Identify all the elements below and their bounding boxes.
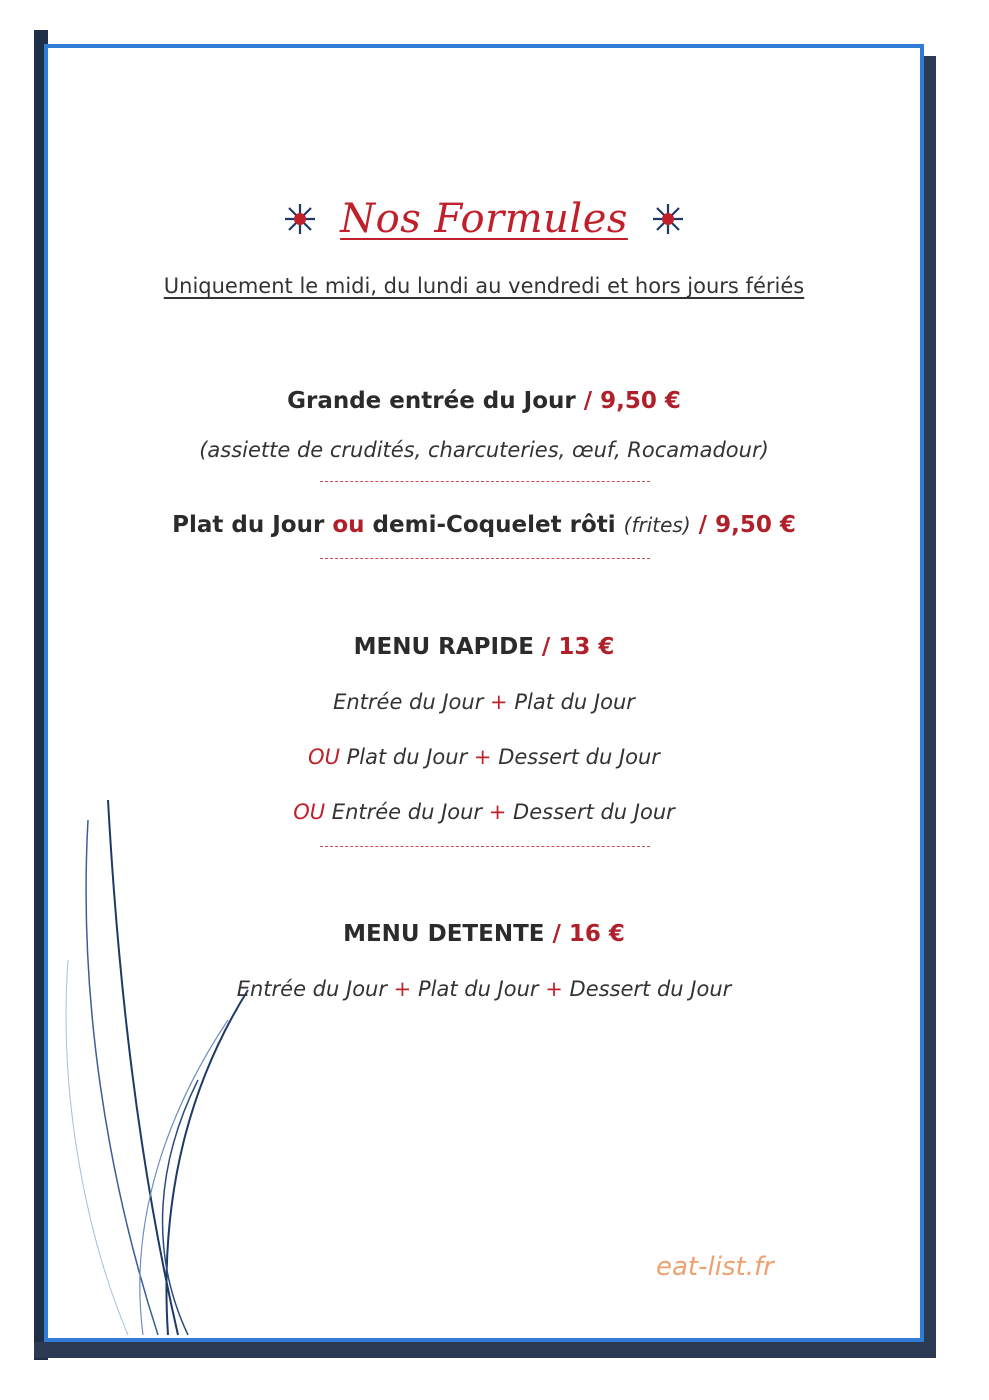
item-price: / 9,50 € <box>698 512 796 538</box>
frame-shadow-right <box>922 56 936 1356</box>
page-title: Nos Formules <box>340 196 628 242</box>
item-plat-du-jour <box>48 512 920 538</box>
item-name: Grande entrée du Jour <box>287 388 576 414</box>
item-name-alt: demi-Coquelet rôti <box>372 512 616 538</box>
menu-option: OU Entrée du Jour + Dessert du Jour <box>293 800 675 824</box>
menu-option: OU Plat du Jour + Dessert du Jour <box>308 745 660 769</box>
title-row <box>48 196 920 242</box>
star-icon <box>652 203 684 235</box>
item-price: / 9,50 € <box>583 388 681 414</box>
frame-shadow-bottom <box>34 1342 936 1358</box>
item-note: (frites) <box>623 513 691 537</box>
menu-option: Entrée du Jour + Plat du Jour + Dessert du Jour <box>236 977 732 1001</box>
divider <box>320 481 650 482</box>
availability-note: Uniquement le midi, du lundi au vendredi et hors jours fériés <box>163 274 805 298</box>
divider <box>320 558 650 559</box>
menu-price: / 13 € <box>541 634 615 660</box>
decorative-curves <box>48 780 288 1340</box>
item-description: (assiette de crudités, charcuteries, œuf, Rocamadour) <box>199 438 769 462</box>
menu-name: MENU RAPIDE <box>353 634 534 660</box>
divider <box>320 846 650 847</box>
item-grande-entree <box>48 388 920 414</box>
menu-name: MENU DETENTE <box>343 921 545 947</box>
menu-option: Entrée du Jour + Plat du Jour <box>333 690 635 714</box>
item-name: Plat du Jour <box>172 512 325 538</box>
item-connector: ou <box>332 512 365 538</box>
menu-rapide-title <box>48 634 920 660</box>
menu-price: / 16 € <box>552 921 625 947</box>
watermark: eat-list.fr <box>656 1252 774 1282</box>
menu-detente-title <box>48 921 920 947</box>
star-icon <box>284 203 316 235</box>
